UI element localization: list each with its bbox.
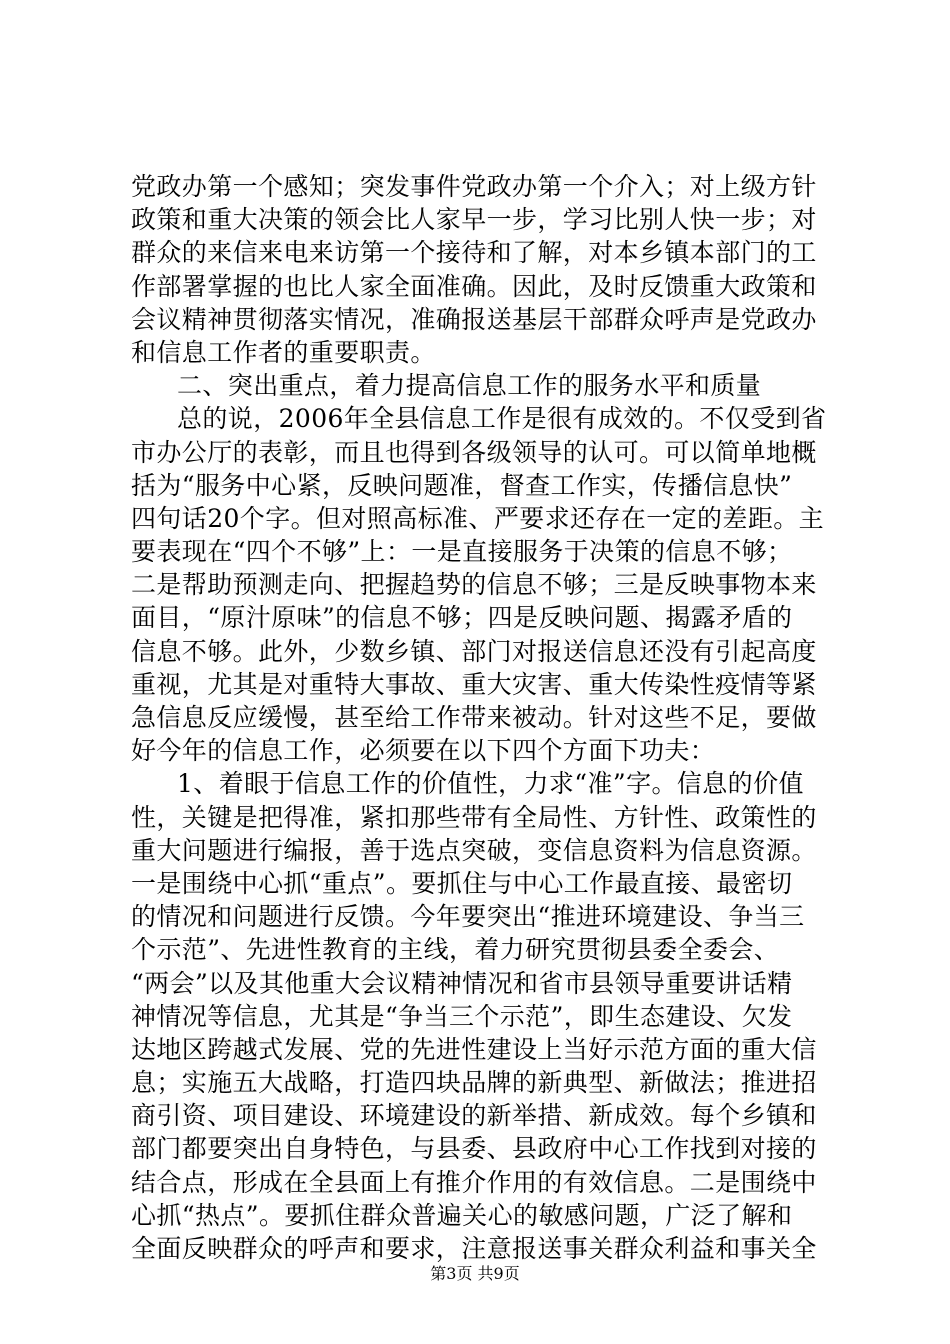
text-line: 党政办第一个感知；突发事件党政办第一个介入；对上级方针 [131,172,817,201]
text-line: 政策和重大决策的领会比人家早一步，学习比别人快一步；对 [131,205,817,235]
page-footer: 第3页 共9页 [430,1264,520,1283]
text-line: 好今年的信息工作，必须要在以下四个方面下功夫： [131,736,716,766]
text-line: 1、着眼于信息工作的价值性，力求“准”字。信息的价值 [177,769,804,799]
text-line: 群众的来信来电来访第一个接待和了解，对本乡镇本部门的工 [131,238,817,268]
text-line: 总的说，2006年全县信息工作是很有成效的。不仅受到省 [177,404,827,434]
text-line: 重视，尤其是对重特大事故、重大灾害、重大传染性疫情等紧 [131,669,817,699]
text-line: 结合点，形成在全县面上有推介作用的有效信息。二是围绕中 [131,1167,817,1197]
text-line: 性，关键是把得准，紧扣那些带有全局性、方针性、政策性的 [131,802,817,832]
text-line: 和信息工作者的重要职责。 [131,337,436,367]
text-line: 息；实施五大战略，打造四块品牌的新典型、新做法；推进招 [131,1068,817,1098]
text-line: 部门都要突出自身特色，与县委、县政府中心工作找到对接的 [131,1134,817,1164]
section-heading: 二、突出重点，着力提高信息工作的服务水平和质量 [177,371,762,401]
text-line: 一是围绕中心抓“重点”。要抓住与中心工作最直接、最密切 [131,868,793,898]
text-line: 重大问题进行编报，善于选点突破，变信息资料为信息资源。 [131,835,817,865]
document-body [131,170,831,1265]
text-line: 会议精神贯彻落实情况，准确报送基层干部群众呼声是党政办 [131,304,817,334]
text-line: 的情况和问题进行反馈。今年要突出“推进环境建设、争当三 [131,902,805,932]
text-line: 括为“服务中心紧，反映问题准，督查工作实，传播信息快” [131,470,793,500]
text-line: 作部署掌握的也比人家全面准确。因此，及时反馈重大政策和 [131,271,817,301]
text-line: “两会”以及其他重大会议精神情况和省市县领导重要讲话精 [131,968,793,998]
text-line: 要表现在“四个不够”上：一是直接服务于决策的信息不够； [131,537,793,567]
text-line: 信息不够。此外，少数乡镇、部门对报送信息还没有引起高度 [131,636,817,666]
text-line: 商引资、项目建设、环境建设的新举措、新成效。每个乡镇和 [131,1101,817,1131]
text-line: 心抓“热点”。要抓住群众普遍关心的敏感问题，广泛了解和 [131,1200,793,1230]
text-line: 神情况等信息，尤其是“争当三个示范”，即生态建设、欠发 [131,1001,793,1031]
text-line: 全面反映群众的呼声和要求，注意报送事关群众利益和事关全 [131,1234,817,1263]
text-line: 市办公厅的表彰，而且也得到各级领导的认可。可以简单地概 [131,437,817,467]
text-line: 二是帮助预测走向、把握趋势的信息不够；三是反映事物本来 [131,570,817,600]
text-line: 达地区跨越式发展、党的先进性建设上当好示范方面的重大信 [131,1034,817,1064]
text-line: 四句话20个字。但对照高标准、严要求还存在一定的差距。主 [131,503,825,533]
text-line: 面目，“原汁原味”的信息不够；四是反映问题、揭露矛盾的 [131,603,793,633]
text-line: 个示范”、先进性教育的主线，着力研究贯彻县委全委会、 [131,935,780,965]
text-line: 急信息反应缓慢，甚至给工作带来被动。针对这些不足，要做 [131,703,817,732]
